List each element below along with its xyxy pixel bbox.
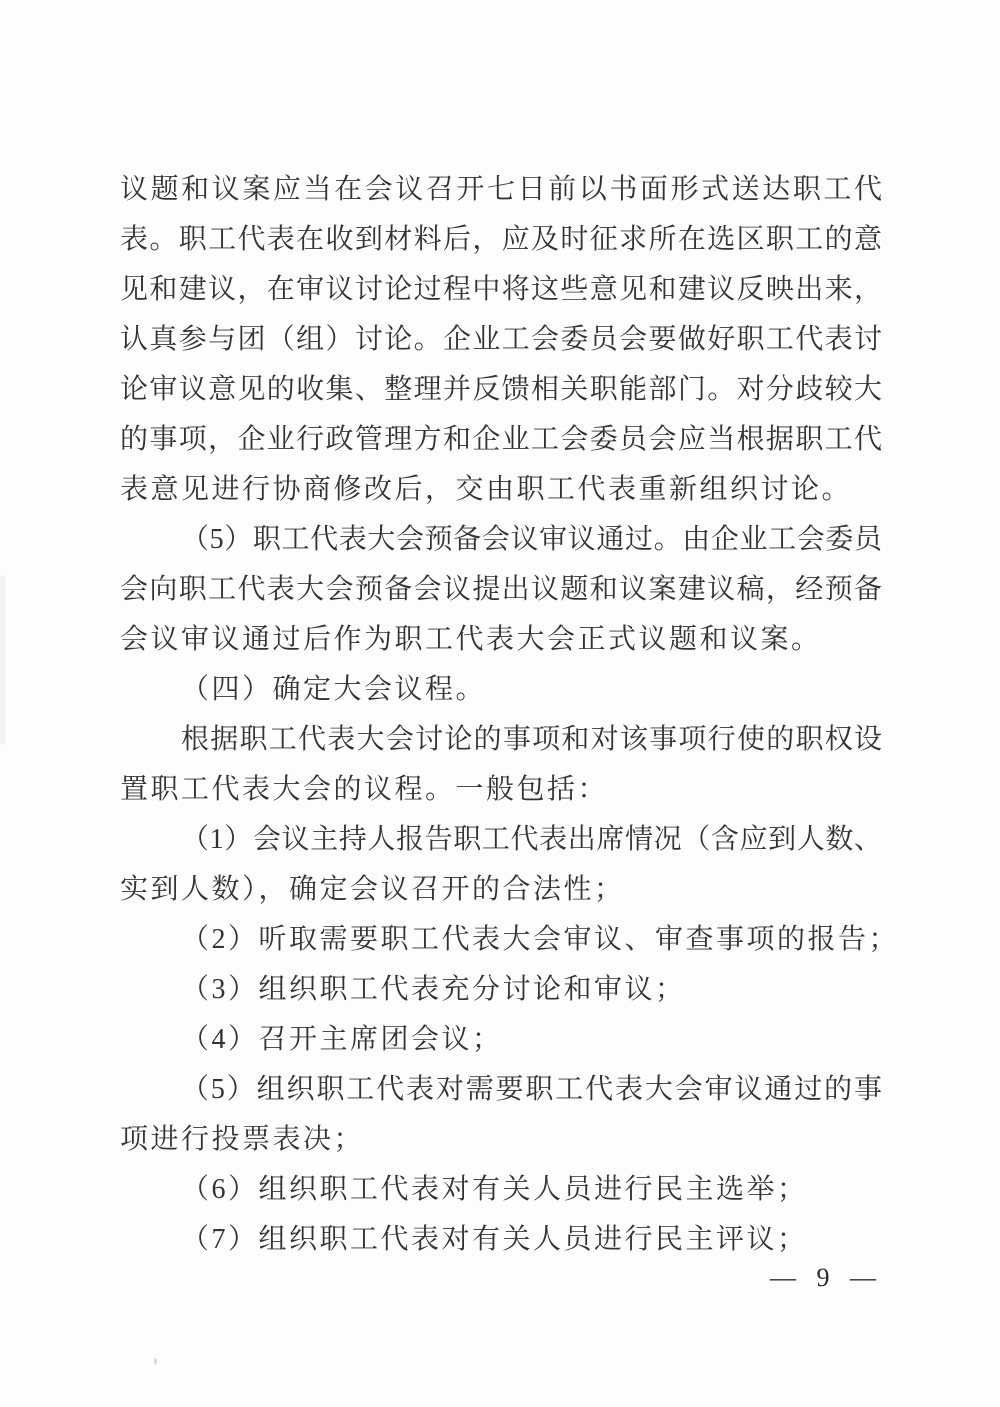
text-line: （3）组织职工代表充分讨论和审议；: [181, 974, 686, 1005]
text-line: （6）组织职工代表对有关人员进行民主选举；: [181, 1174, 808, 1205]
text-line: （5）组织职工代表对需要职工代表大会审议通过的事: [181, 1074, 882, 1105]
text-line: （5）职工代表大会预备会议审议通过。由企业工会委员: [181, 524, 882, 555]
text-line: 实到人数），确定会议召开的合法性；: [120, 874, 625, 905]
text-line: （4）召开主席团会议；: [181, 1024, 503, 1055]
scan-edge-smudge: [0, 575, 5, 745]
text-line: 表意见进行协商修改后，交由职工代表重新组织讨论。: [120, 474, 853, 505]
page-number: — 9 —: [770, 1263, 881, 1292]
text-line: 会向职工代表大会预备会议提出议题和议案建议稿，经预备: [120, 574, 882, 605]
text-line: （2）听取需要职工代表大会审议、审查事项的报告；: [181, 924, 900, 955]
text-line: （四）确定大会议程。: [181, 674, 487, 705]
text-line: 的事项，企业行政管理方和企业工会委员会应当根据职工代: [120, 424, 882, 455]
scan-speck: [154, 1358, 157, 1365]
text-line: 根据职工代表大会讨论的事项和对该事项行使的职权设: [181, 724, 882, 755]
text-line: （1）会议主持人报告职工代表出席情况（含应到人数、: [181, 824, 882, 855]
text-line: 认真参与团（组）讨论。企业工会委员会要做好职工代表讨: [120, 324, 882, 355]
text-line: 议题和议案应当在会议召开七日前以书面形式送达职工代: [120, 174, 882, 205]
text-line: 项进行投票表决；: [120, 1124, 365, 1155]
text-line: 论审议意见的收集、整理并反馈相关职能部门。对分歧较大: [120, 374, 882, 405]
document-body: [120, 165, 900, 1265]
text-line: 表。职工代表在收到材料后，应及时征求所在选区职工的意: [120, 224, 882, 255]
text-line: 会议审议通过后作为职工代表大会正式议题和议案。: [120, 624, 822, 655]
text-line: 见和建议，在审议讨论过程中将这些意见和建议反映出来，: [120, 274, 882, 305]
text-line: 置职工代表大会的议程。一般包括：: [120, 774, 609, 805]
text-line: （7）组织职工代表对有关人员进行民主评议；: [181, 1224, 808, 1255]
